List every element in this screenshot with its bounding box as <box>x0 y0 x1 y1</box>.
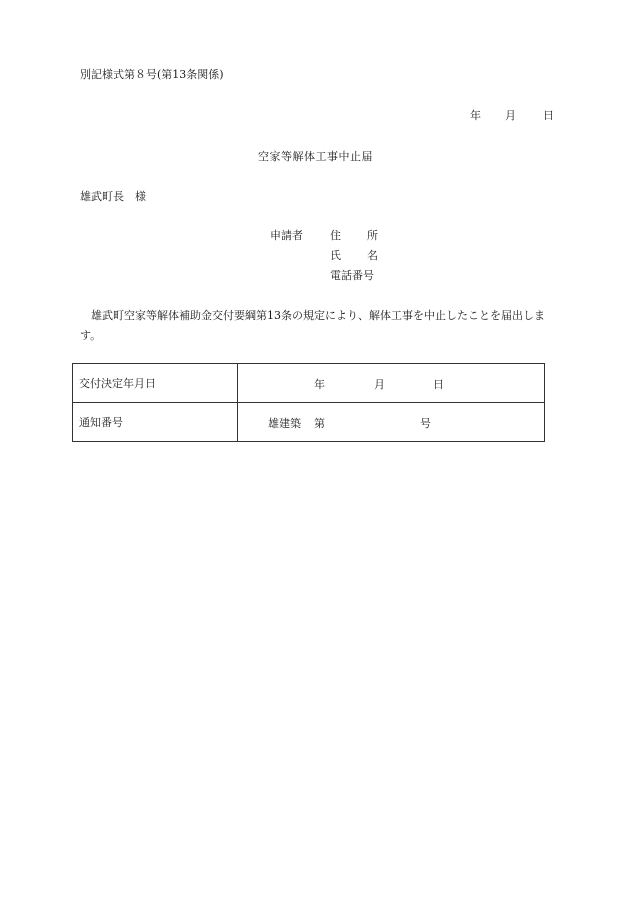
body-paragraph: 雄武町空家等解体補助金交付要綱第13条の規定により、解体工事を中止したことを届出します。 <box>80 309 545 342</box>
notice-go-label: 号 <box>420 417 431 430</box>
table-day-label: 日 <box>433 378 444 391</box>
grant-decision-date-field <box>238 364 545 403</box>
grant-decision-date-label: 交付決定年月日 <box>73 364 238 403</box>
table-row <box>73 364 545 403</box>
notice-number-field <box>238 403 545 442</box>
notice-dai-label: 第 <box>314 417 325 430</box>
address-label <box>330 227 378 246</box>
year-label: 年 <box>470 109 481 122</box>
notice-prefix: 雄建築 <box>268 417 301 430</box>
day-label: 日 <box>543 109 554 122</box>
table-month-label: 月 <box>374 378 385 391</box>
document-title: 空家等解体工事中止届 <box>258 150 373 163</box>
submission-date <box>470 107 554 123</box>
phone-label: 電話番号 <box>330 269 374 282</box>
name-label-first: 氏 <box>330 249 341 262</box>
month-label: 月 <box>505 109 516 122</box>
info-table <box>72 363 545 442</box>
name-label-second: 名 <box>367 249 378 262</box>
address-label-first: 住 <box>330 229 341 242</box>
form-number: 別記様式第８号(第13条関係) <box>80 68 224 81</box>
applicant-label: 申請者 <box>270 229 303 242</box>
table-row <box>73 403 545 442</box>
address-label-second: 所 <box>367 229 378 242</box>
name-label <box>330 247 378 266</box>
addressee: 雄武町長 様 <box>80 190 146 203</box>
table-year-label: 年 <box>314 378 325 391</box>
notice-number-label: 通知番号 <box>73 403 238 442</box>
